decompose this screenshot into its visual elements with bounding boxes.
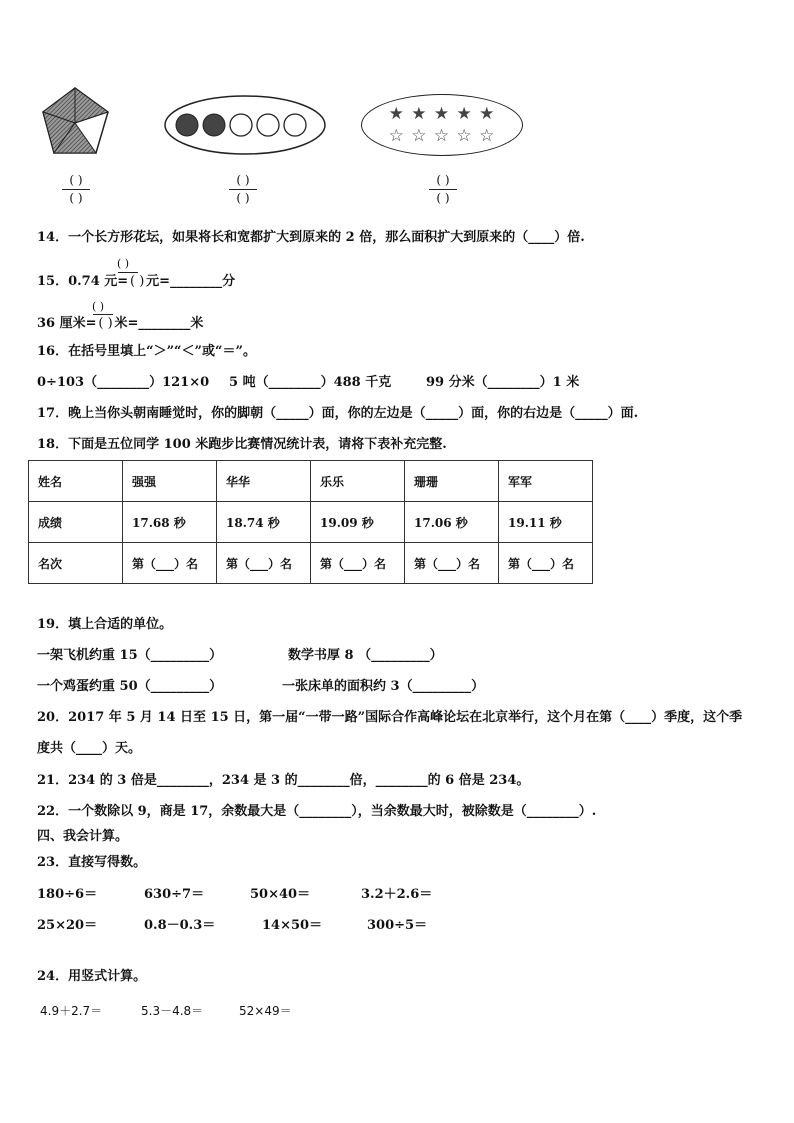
name-cell: 华华 bbox=[217, 461, 311, 502]
q23-expr: 25×20＝ bbox=[37, 918, 98, 933]
question-24-title: 24．用竖式计算。 bbox=[37, 969, 147, 984]
question-22: 22．一个数除以 9，商是 17，余数最大是（________），当余数最大时，被除数是（________）. bbox=[37, 804, 597, 819]
question-18-title: 18．下面是五位同学 100 米跑步比赛情况统计表，请将下表补充完整. bbox=[37, 437, 447, 452]
score-cell: 17.06 秒 bbox=[405, 502, 499, 543]
rank-cell: 第（___）名 bbox=[405, 543, 499, 584]
score-cell: 18.74 秒 bbox=[217, 502, 311, 543]
q23-expr: 630÷7＝ bbox=[144, 887, 205, 902]
q16-item-1: 0÷103（________）121×0 bbox=[37, 375, 210, 390]
q23-expr: 14×50＝ bbox=[262, 918, 323, 933]
question-15-a: 15．0.74 元= ( ) 元=________分 bbox=[37, 274, 236, 289]
q15-paren-a: ( ) bbox=[117, 257, 130, 270]
table-row bbox=[29, 502, 593, 543]
section-4-heading: 四、我会计算。 bbox=[37, 829, 129, 844]
fraction-blank-1: ( ) ( ) bbox=[56, 174, 96, 205]
question-19-title: 19．填上合适的单位。 bbox=[37, 617, 173, 632]
name-cell: 珊珊 bbox=[405, 461, 499, 502]
q24-expr: 4.9＋2.7＝ bbox=[40, 1004, 103, 1018]
rank-cell: 第（___）名 bbox=[499, 543, 593, 584]
score-cell: 19.11 秒 bbox=[499, 502, 593, 543]
question-20-line-2: 度共（____）天。 bbox=[37, 741, 142, 756]
paren-blank: ( ) bbox=[98, 316, 113, 331]
rank-cell: 第（___）名 bbox=[123, 543, 217, 584]
star-row-filled: ★ ★ ★ ★ ★ bbox=[388, 104, 496, 124]
name-cell: 军军 bbox=[499, 461, 593, 502]
star-row-empty: ☆ ☆ ☆ ☆ ☆ bbox=[388, 126, 496, 146]
question-15-b: 36 厘米= ( ) 米=________米 bbox=[37, 316, 204, 331]
table-row bbox=[29, 461, 593, 502]
q19-item-3: 一个鸡蛋约重 50（_________） bbox=[37, 679, 223, 694]
name-cell: 强强 bbox=[123, 461, 217, 502]
pentagon-figure bbox=[40, 85, 112, 157]
q23-expr: 0.8－0.3＝ bbox=[144, 918, 216, 933]
question-21: 21．234 的 3 倍是________，234 是 3 的________倍，________的 6 倍是 234。 bbox=[37, 773, 530, 788]
score-cell: 17.68 秒 bbox=[123, 502, 217, 543]
q16-item-2: 5 吨（________）488 千克 bbox=[229, 375, 392, 390]
row-header: 成绩 bbox=[29, 502, 123, 543]
score-cell: 19.09 秒 bbox=[311, 502, 405, 543]
row-header: 名次 bbox=[29, 543, 123, 584]
q24-expr: 5.3－4.8＝ bbox=[141, 1004, 204, 1018]
q24-expr: 52×49＝ bbox=[239, 1004, 292, 1018]
question-23-title: 23．直接写得数。 bbox=[37, 855, 147, 870]
row-header: 姓名 bbox=[29, 461, 123, 502]
fraction-blank-3: ( ) ( ) bbox=[423, 174, 463, 205]
stars-oval-figure bbox=[361, 94, 523, 156]
q19-item-2: 数学书厚 8 （_________） bbox=[288, 648, 443, 663]
name-cell: 乐乐 bbox=[311, 461, 405, 502]
race-results-table bbox=[28, 460, 593, 584]
q19-item-4: 一张床单的面积约 3（_________） bbox=[282, 679, 485, 694]
circles-oval-figure bbox=[163, 94, 327, 156]
rank-cell: 第（___）名 bbox=[311, 543, 405, 584]
q23-expr: 50×40＝ bbox=[250, 887, 311, 902]
rank-cell: 第（___）名 bbox=[217, 543, 311, 584]
question-16-title: 16．在括号里填上“＞”“＜”或“＝”。 bbox=[37, 344, 256, 359]
question-20-line-1: 20．2017 年 5 月 14 日至 15 日，第一届“一带一路”国际合作高峰论坛在北京举行，这个月在第（____）季度，这个季 bbox=[37, 710, 743, 725]
q16-item-3: 99 分米（________）1 米 bbox=[426, 375, 580, 390]
q23-expr: 3.2＋2.6＝ bbox=[361, 887, 433, 902]
q19-item-1: 一架飞机约重 15（_________） bbox=[37, 648, 223, 663]
q23-expr: 300÷5＝ bbox=[367, 918, 428, 933]
q23-expr: 180÷6＝ bbox=[37, 887, 98, 902]
question-14: 14．一个长方形花坛，如果将长和宽都扩大到原来的 2 倍，那么面积扩大到原来的（____）倍. bbox=[37, 230, 585, 245]
paren-blank: ( ) bbox=[130, 274, 145, 289]
q15-paren-b: ( ) bbox=[92, 300, 105, 313]
question-17: 17．晚上当你头朝南睡觉时，你的脚朝（_____）面，你的左边是（_____）面，你的右边是（_____）面. bbox=[37, 406, 639, 421]
fraction-blank-2: ( ) ( ) bbox=[223, 174, 263, 205]
table-row bbox=[29, 543, 593, 584]
